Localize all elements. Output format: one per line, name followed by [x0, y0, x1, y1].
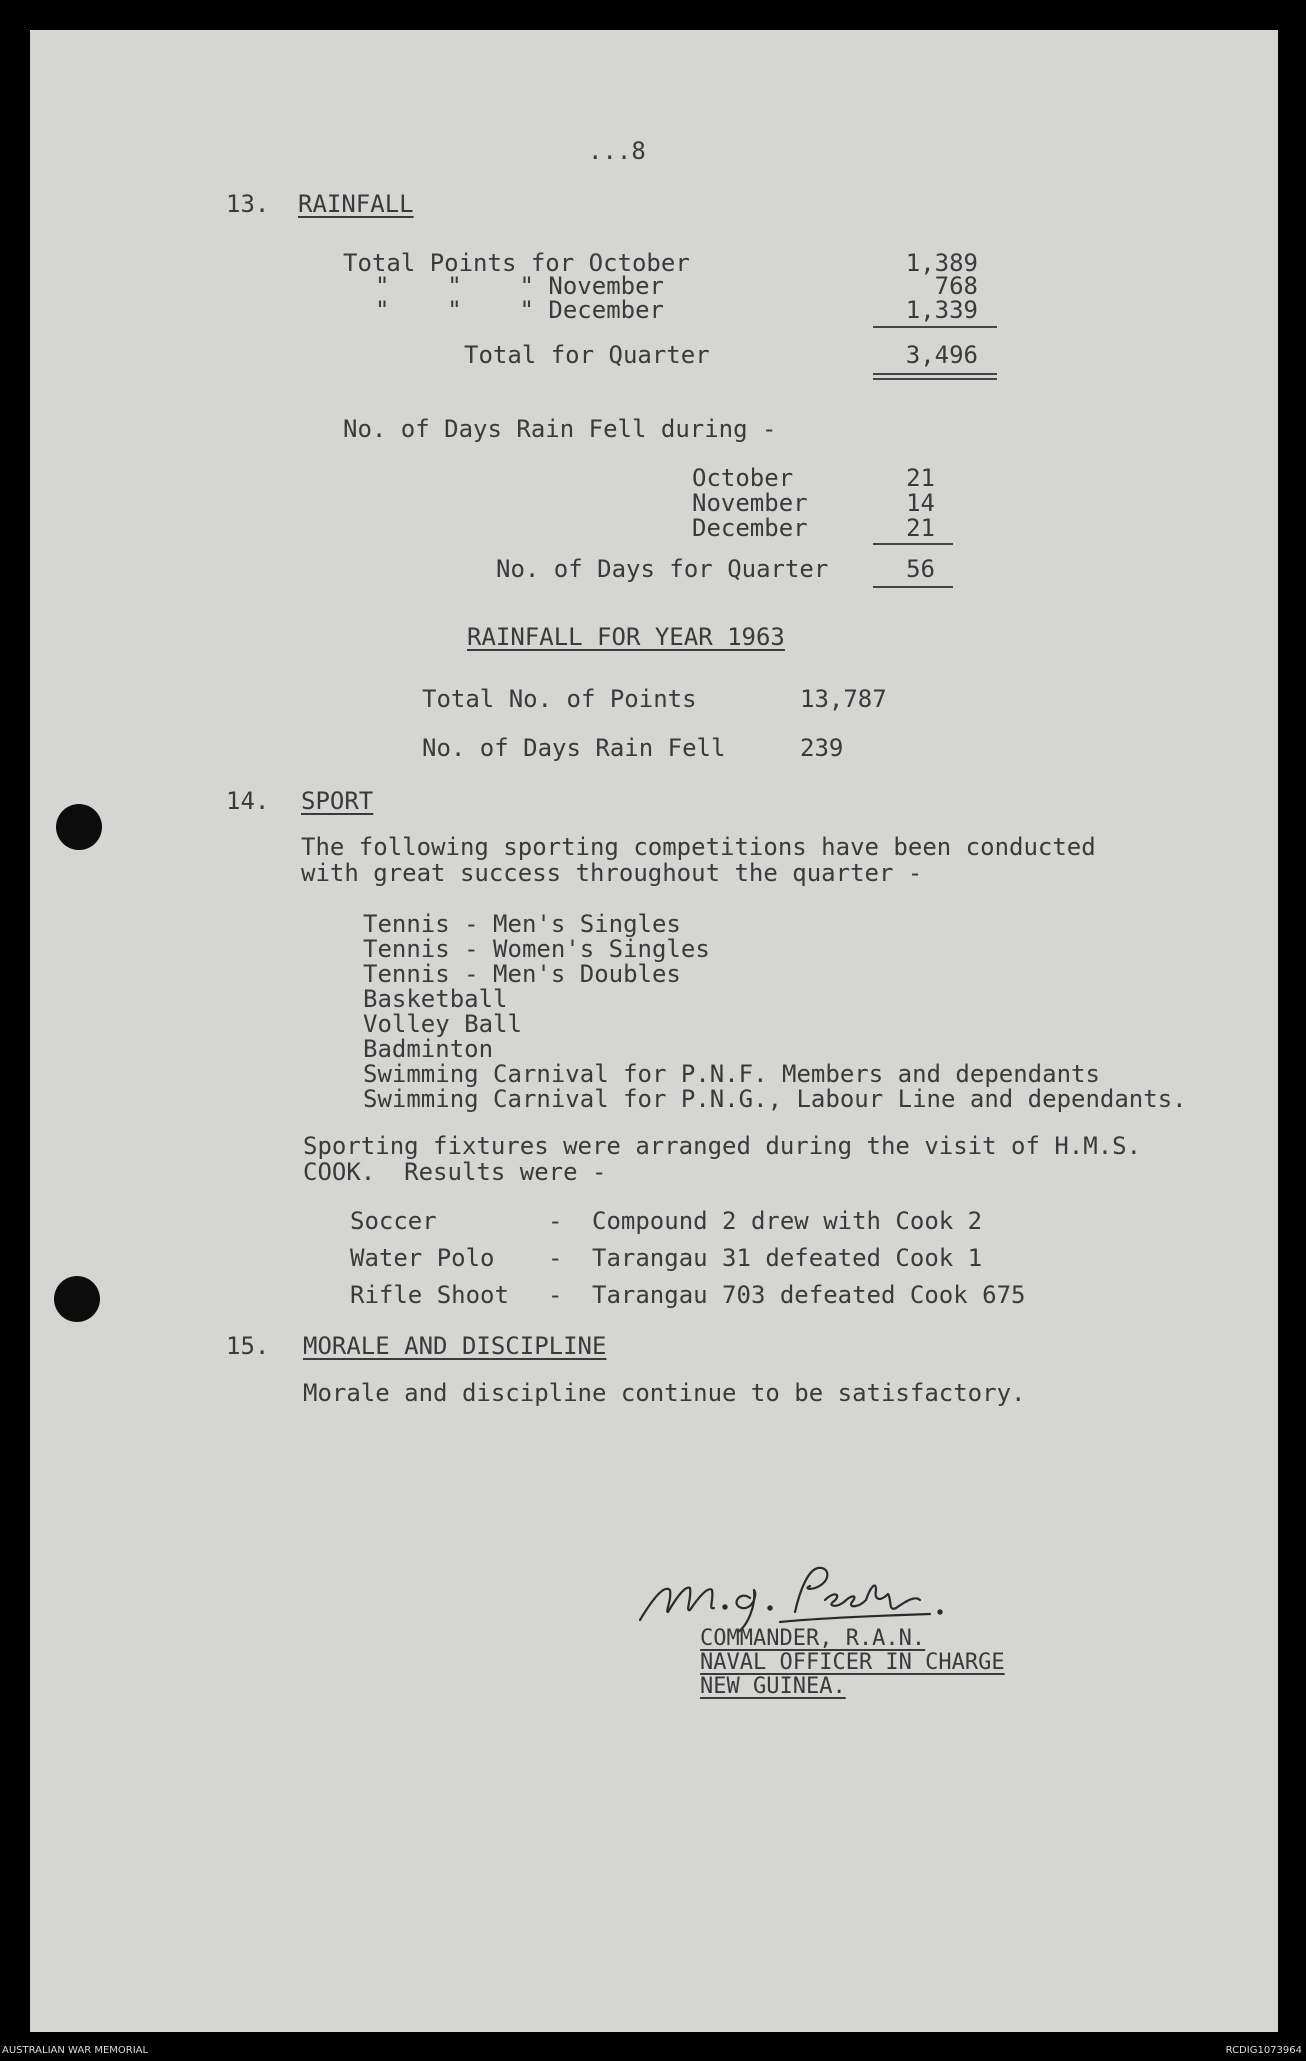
sport-intro-line1: The following sporting competitions have been conducted — [301, 833, 1096, 861]
points-total-rule — [873, 373, 997, 375]
document-page — [30, 30, 1278, 2032]
signature-title-line1: COMMANDER, R.A.N. — [700, 1626, 926, 1651]
signature-title-line3: NEW GUINEA. — [700, 1674, 846, 1699]
result-dash: - — [548, 1281, 563, 1309]
signature-title-line2: NAVAL OFFICER IN CHARGE — [700, 1650, 1005, 1675]
year-days-value: 239 — [800, 734, 844, 762]
year-points-value: 13,787 — [800, 685, 887, 713]
points-total-label: Total for Quarter — [464, 341, 710, 369]
result-sport: Water Polo — [350, 1244, 495, 1272]
punch-hole — [56, 804, 102, 850]
footer-record-id: RCDIG1073964 — [1225, 2045, 1302, 2056]
sport-intro-line2: with great success throughout the quarter - — [301, 859, 923, 887]
result-sport: Rifle Shoot — [350, 1281, 509, 1309]
days-month-december: December — [692, 514, 808, 542]
competition-item: Swimming Carnival for P.N.F. Members and dependants — [363, 1060, 1100, 1088]
days-value-october: 21 — [906, 464, 935, 492]
days-total-value: 56 — [906, 555, 935, 583]
points-label-december: " " " December — [375, 296, 664, 324]
points-label-november: " " " November — [375, 272, 664, 300]
competition-item: Tennis - Women's Singles — [363, 935, 710, 963]
result-dash: - — [548, 1207, 563, 1235]
section-13-number: 13. — [226, 190, 270, 218]
points-value-december: 1,339 — [905, 296, 978, 324]
section-15-number: 15. — [226, 1332, 270, 1360]
points-value-november: 768 — [934, 272, 978, 300]
competition-item: Swimming Carnival for P.N.G., Labour Line and dependants. — [363, 1085, 1187, 1113]
punch-hole — [54, 1276, 100, 1322]
fixtures-line2: COOK. Results were - — [303, 1158, 607, 1186]
competition-item: Basketball — [363, 985, 508, 1013]
days-total-label: No. of Days for Quarter — [496, 555, 829, 583]
year-heading: RAINFALL FOR YEAR 1963 — [467, 623, 785, 651]
section-13-heading: RAINFALL — [298, 190, 414, 218]
points-subtotal-rule — [873, 326, 997, 328]
fixtures-line1: Sporting fixtures were arranged during the visit of H.M.S. — [303, 1132, 1142, 1160]
days-month-november: November — [692, 489, 808, 517]
section-15-heading: MORALE AND DISCIPLINE — [303, 1332, 607, 1360]
points-total-rule-2 — [873, 378, 997, 380]
year-days-label: No. of Days Rain Fell — [422, 734, 726, 762]
section-14-number: 14. — [226, 787, 270, 815]
result-dash: - — [548, 1244, 563, 1272]
competition-item: Volley Ball — [363, 1010, 522, 1038]
page-marker: ...8 — [588, 137, 646, 165]
points-value-october: 1,389 — [905, 249, 978, 277]
days-subtotal-rule — [873, 543, 953, 545]
days-value-november: 14 — [906, 489, 935, 517]
days-value-december: 21 — [906, 514, 935, 542]
result-text: Tarangau 31 defeated Cook 1 — [592, 1244, 983, 1272]
morale-text: Morale and discipline continue to be satisfactory. — [303, 1379, 1026, 1407]
result-sport: Soccer — [350, 1207, 437, 1235]
competition-item: Tennis - Men's Singles — [363, 910, 681, 938]
year-points-label: Total No. of Points — [422, 685, 697, 713]
days-month-october: October — [692, 464, 794, 492]
points-total-value: 3,496 — [905, 341, 978, 369]
days-intro: No. of Days Rain Fell during - — [343, 415, 777, 443]
days-total-rule — [873, 586, 953, 588]
result-text: Tarangau 703 defeated Cook 675 — [592, 1281, 1026, 1309]
footer-source: AUSTRALIAN WAR MEMORIAL — [2, 2045, 149, 2056]
section-14-heading: SPORT — [301, 787, 374, 815]
competition-item: Badminton — [363, 1035, 494, 1063]
competition-item: Tennis - Men's Doubles — [363, 960, 681, 988]
points-label-october: Total Points for October — [343, 249, 690, 277]
result-text: Compound 2 drew with Cook 2 — [592, 1207, 983, 1235]
